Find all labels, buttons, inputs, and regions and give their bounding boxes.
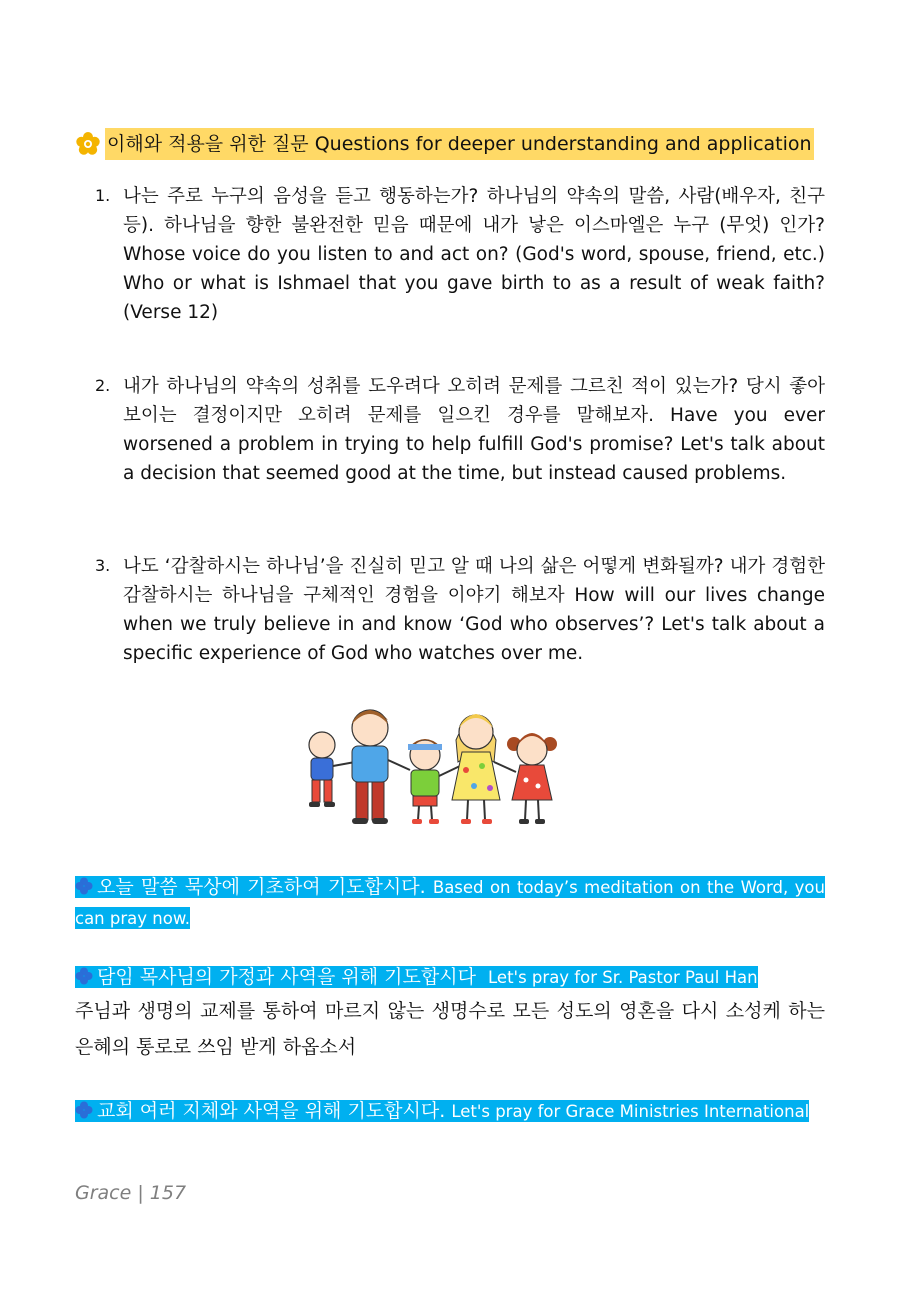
- prayer-section: [75, 1096, 825, 1127]
- question-text: [123, 372, 825, 488]
- clover-icon: [75, 877, 93, 895]
- question-text: [123, 552, 825, 668]
- prayer-highlight: [75, 876, 825, 929]
- girl-figure: [507, 733, 557, 824]
- prayer-section: [75, 872, 825, 934]
- mother-figure: [452, 714, 500, 824]
- page: [75, 0, 825, 1313]
- question-english: Have you ever worsened a problem in trying to help fulfill God's promise? Let's talk about a decision that seemed good at the time, but instead caused problems.: [123, 405, 826, 484]
- question-item: [75, 182, 825, 327]
- child-figure: [408, 739, 442, 824]
- question-item: [75, 372, 825, 488]
- question-number: 3.: [95, 556, 111, 575]
- question-english: How will our lives change when we truly believe in and know ‘God who observes’? Let's talk about a specific experience of God who watches over me.: [123, 585, 825, 664]
- prayer-section: [75, 962, 825, 1065]
- section-heading: [75, 126, 825, 162]
- question-number: 2.: [95, 376, 111, 395]
- prayer-heading: [75, 1096, 825, 1127]
- prayer-heading: [75, 872, 825, 934]
- question-text: [123, 182, 825, 327]
- question-english: Whose voice do you listen to and act on? (God's word, spouse, friend, etc.) Who or what is Ishmael that you gave birth to as a result of weak faith? (Verse 12): [123, 244, 825, 323]
- clover-icon: [75, 1101, 93, 1119]
- prayer-english: Let's pray for Grace Ministries International: [451, 1102, 810, 1121]
- heading-text: 이해와 적용을 위한 질문 Questions for deeper understanding and application: [105, 128, 814, 160]
- prayer-highlight: [75, 966, 758, 988]
- flower-icon: [75, 131, 101, 157]
- prayer-korean: 오늘 말씀 묵상에 기초하여 기도합시다.: [97, 876, 426, 898]
- prayer-korean: 담임 목사님의 가정과 사역을 위해 기도합시다: [97, 966, 476, 988]
- question-korean: 나도 ‘감찰하시는 하나님’을 진실히 믿고 알 때 나의 삶은 어떻게 변화될까? 내가 경험한 감찰하시는 하나님을 구체적인 경험을 이야기 해보자: [123, 556, 825, 606]
- prayer-english: Let's pray for Sr. Pastor Paul Han: [488, 968, 758, 987]
- family-illustration: [300, 700, 580, 830]
- prayer-english: Based on today’s meditation on the Word, you can pray now.: [75, 878, 825, 928]
- question-item: [75, 552, 825, 668]
- question-korean: 내가 하나님의 약속의 성취를 도우려다 오히려 문제를 그르친 적이 있는가? 당시 좋아 보이는 결정이지만 오히려 문제를 일으킨 경우를 말해보자.: [123, 376, 825, 426]
- question-number: 1.: [95, 186, 111, 205]
- page-footer: Grace | 157: [75, 1182, 187, 1204]
- prayer-korean: 교회 여러 지체와 사역을 위해 기도합시다.: [97, 1100, 446, 1122]
- father-figure: [352, 710, 388, 824]
- clover-icon: [75, 967, 93, 985]
- prayer-heading: [75, 962, 825, 993]
- question-korean: 나는 주로 누구의 음성을 듣고 행동하는가? 하나님의 약속의 말씀, 사람(배우자, 친구 등). 하나님을 향한 불완전한 믿음 때문에 내가 낳은 이스마엘은 누구 (무엇) 인가?: [123, 186, 825, 236]
- toddler-figure: [309, 732, 335, 807]
- prayer-highlight: [75, 1100, 809, 1122]
- prayer-body: 주님과 생명의 교제를 통하여 마르지 않는 생명수로 모든 성도의 영혼을 다시 소성케 하는 은혜의 통로로 쓰임 받게 하옵소서: [75, 1000, 825, 1058]
